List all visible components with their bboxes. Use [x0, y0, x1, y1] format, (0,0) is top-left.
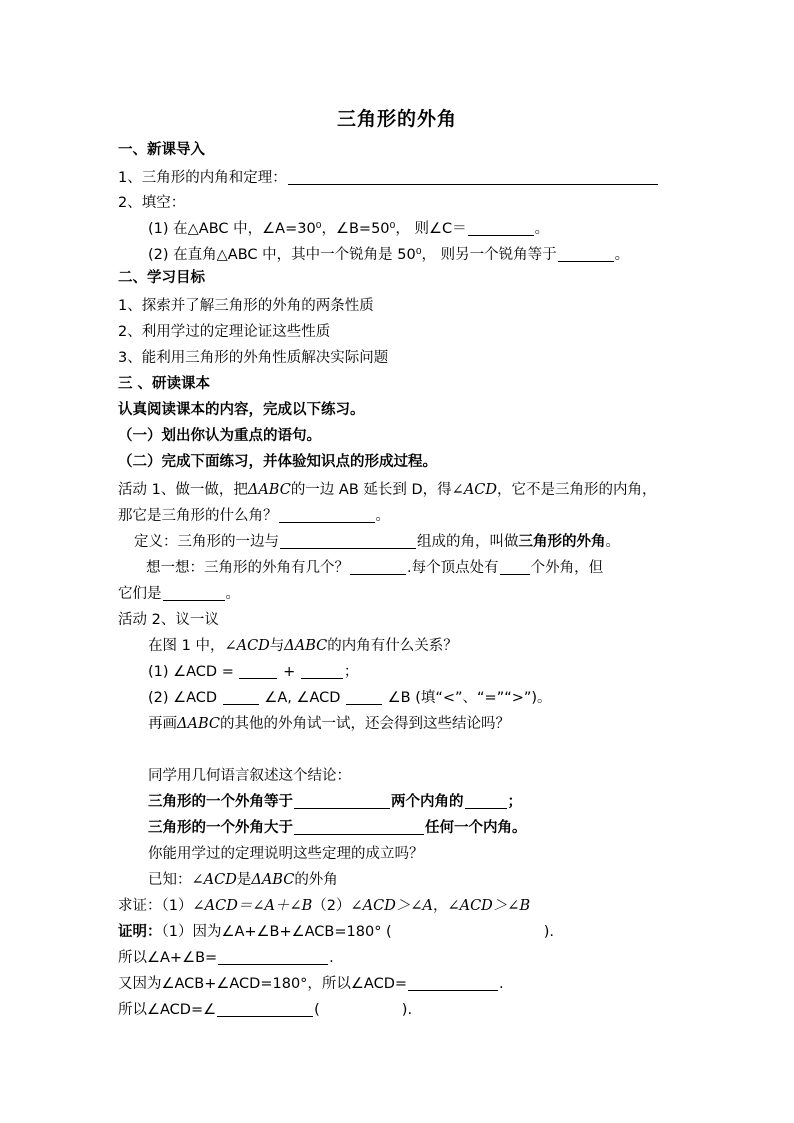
page-title: 三角形的外角	[336, 108, 457, 130]
answer-blank[interactable]	[279, 507, 375, 523]
proof-line-3: 又因为∠ACB+∠ACD=180°，所以∠ACD= .	[118, 976, 504, 992]
conclusion-equal: 三角形的一个外角等于 两个内角的 ；	[148, 794, 522, 810]
reading-intro: 认真阅读课本的内容，完成以下练习。	[118, 402, 365, 418]
conclusion-greater: 三角形的一个外角大于 任何一个内角。	[148, 820, 527, 836]
answer-blank[interactable]	[350, 559, 406, 575]
section-heading-goals: 二、学习目标	[118, 270, 205, 286]
section-heading-intro: 一、新课导入	[118, 142, 205, 158]
answer-blank[interactable]	[301, 663, 343, 679]
fill-question-2: (2) 在直角△ABC 中，其中一个锐角是 50⁰， 则另一个锐角等于 。	[148, 247, 630, 263]
conclusion-intro: 同学用几何语言叙述这个结论：	[148, 768, 351, 784]
think-line-1: 想一想：三角形的外角有几个？ .每个顶点处有 个外角，但	[146, 560, 604, 576]
answer-blank[interactable]	[500, 559, 530, 575]
question-angle-sum: 1、三角形的内角和定理：	[118, 166, 678, 190]
think-line-2: 它们是 。	[118, 586, 240, 602]
proof-line-1: 证明：（1）因为∠A+∠B+∠ACB=180° ( ).	[118, 924, 554, 940]
activity-2-question: 在图 1 中，∠ACD与ΔABC的内角有什么关系？	[148, 638, 458, 654]
given-line: 已知：∠ACD是ΔABC的外角	[148, 872, 338, 888]
activity-1-line-1: 活动 1、做一做，把ΔABC的一边 AB 延长到 D，得∠ACD，它不是三角形的内角，	[118, 482, 657, 498]
fill-in-label: 2、填空：	[118, 195, 186, 211]
activity-2-heading: 活动 2、议一议	[118, 612, 219, 628]
answer-blank[interactable]	[239, 663, 277, 679]
answer-blank[interactable]	[288, 169, 658, 185]
activity-2-try: 再画ΔABC的其他的外角试一试，还会得到这些结论吗？	[148, 716, 510, 732]
answer-blank[interactable]	[223, 689, 259, 705]
answer-blank[interactable]	[280, 533, 416, 549]
answer-blank[interactable]	[294, 819, 424, 835]
answer-blank[interactable]	[558, 246, 614, 262]
activity-2-compare: (2) ∠ACD ∠A, ∠ACD ∠B (填“<”、“=”“>”)。	[148, 690, 552, 706]
answer-blank[interactable]	[346, 689, 382, 705]
activity-2-equation: (1) ∠ACD = + ；	[148, 664, 359, 680]
goal-item: 2、利用学过的定理论证这些性质	[118, 324, 331, 340]
proof-line-2: 所以∠A+∠B= .	[118, 950, 334, 966]
answer-blank[interactable]	[163, 585, 225, 601]
answer-blank[interactable]	[468, 220, 534, 236]
task-2: （二）完成下面练习，并体验知识点的形成过程。	[118, 454, 437, 470]
goal-item: 1、探索并了解三角形的外角的两条性质	[118, 298, 374, 314]
conclusion-question: 你能用学过的定理说明这些定理的成立吗？	[148, 846, 424, 862]
task-1: （一）划出你认为重点的语句。	[118, 428, 321, 444]
goal-item: 3、能利用三角形的外角性质解决实际问题	[118, 350, 389, 366]
prove-line: 求证：（1）∠ACD＝∠A＋∠B（2）∠ACD＞∠A，∠ACD＞∠B	[118, 898, 531, 914]
activity-1-line-2: 那它是三角形的什么角？ 。	[118, 508, 390, 524]
proof-line-4: 所以∠ACD=∠ ( ).	[118, 1002, 413, 1018]
answer-blank[interactable]	[408, 975, 498, 991]
fill-question-1: (1) 在△ABC 中，∠A=30⁰，∠B=50⁰， 则∠C＝ 。	[148, 221, 550, 237]
section-heading-reading: 三 、研读课本	[118, 376, 211, 392]
answer-blank[interactable]	[218, 949, 328, 965]
answer-blank[interactable]	[393, 923, 543, 939]
answer-blank[interactable]	[321, 1001, 401, 1017]
definition-line: 定义：三角形的一边与 组成的角，叫做三角形的外角。	[134, 534, 620, 550]
answer-blank[interactable]	[465, 793, 507, 809]
answer-blank[interactable]	[217, 1001, 313, 1017]
answer-blank[interactable]	[294, 793, 390, 809]
